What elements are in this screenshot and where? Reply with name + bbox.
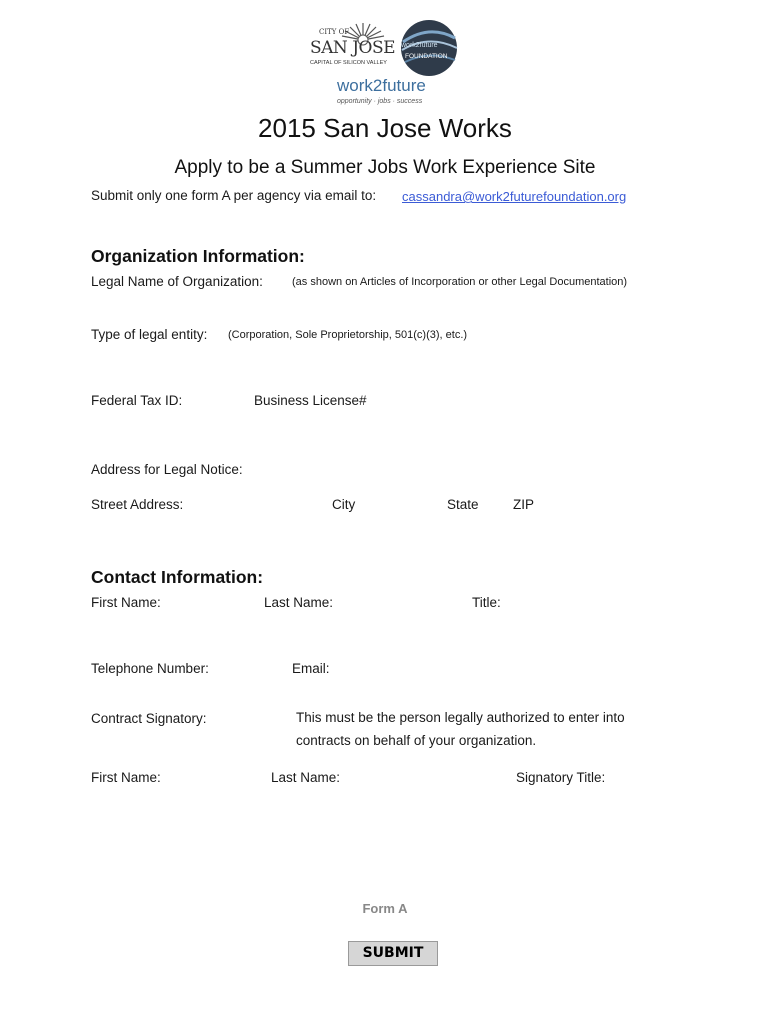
zip-label: ZIP	[513, 497, 535, 512]
page-title: 2015 San Jose Works	[258, 113, 512, 143]
submit-button[interactable]: SUBMIT	[348, 941, 438, 966]
signatory-last-name-label: Last Name:	[271, 770, 341, 785]
title-label: Title:	[472, 595, 501, 610]
logo	[305, 18, 465, 110]
logo-city-of: CITY OF	[319, 28, 350, 36]
email-label: Email:	[292, 661, 330, 676]
legal-name-label: Legal Name of Organization:	[91, 274, 263, 289]
city-label: City	[332, 497, 356, 512]
legal-name-hint: (as shown on Articles of Incorporation or other Legal Documentation)	[292, 276, 628, 288]
tax-id-label: Federal Tax ID:	[91, 393, 183, 408]
logo-brand: work2future	[337, 76, 426, 95]
first-name-label: First Name:	[91, 595, 161, 610]
signatory-label: Contract Signatory:	[91, 711, 207, 726]
logo-foundation-brand: work2future	[401, 42, 438, 49]
address-label: Address for Legal Notice:	[91, 462, 243, 477]
email-link[interactable]: cassandra@work2futurefoundation.org	[402, 189, 627, 204]
street-label: Street Address:	[91, 497, 184, 512]
contact-heading: Contact Information:	[91, 567, 264, 587]
state-label: State	[447, 497, 479, 512]
signatory-first-name-label: First Name:	[91, 770, 161, 785]
entity-hint: (Corporation, Sole Proprietorship, 501(c)(3), etc.)	[228, 329, 468, 341]
logo-san-jose: SAN JOSE	[310, 38, 396, 58]
logo-tagline: opportunity · jobs · success	[337, 98, 423, 105]
submit-note: Submit only one form A per agency via email to:	[91, 188, 377, 203]
logo-foundation-word: FOUNDATION	[405, 53, 448, 60]
telephone-label: Telephone Number:	[91, 661, 209, 676]
signatory-note-line1: This must be the person legally authorized to enter into	[296, 710, 625, 725]
entity-label: Type of legal entity:	[91, 327, 208, 342]
form-label: Form A	[362, 901, 408, 916]
org-heading: Organization Information:	[91, 246, 305, 266]
signatory-title-label: Signatory Title:	[516, 770, 606, 785]
business-license-label: Business License#	[254, 393, 367, 408]
last-name-label: Last Name:	[264, 595, 334, 610]
logo-capital: CAPITAL OF SILICON VALLEY	[310, 60, 387, 66]
signatory-note-line2: contracts on behalf of your organization.	[296, 733, 537, 748]
page-subtitle: Apply to be a Summer Jobs Work Experience Site	[174, 157, 596, 178]
